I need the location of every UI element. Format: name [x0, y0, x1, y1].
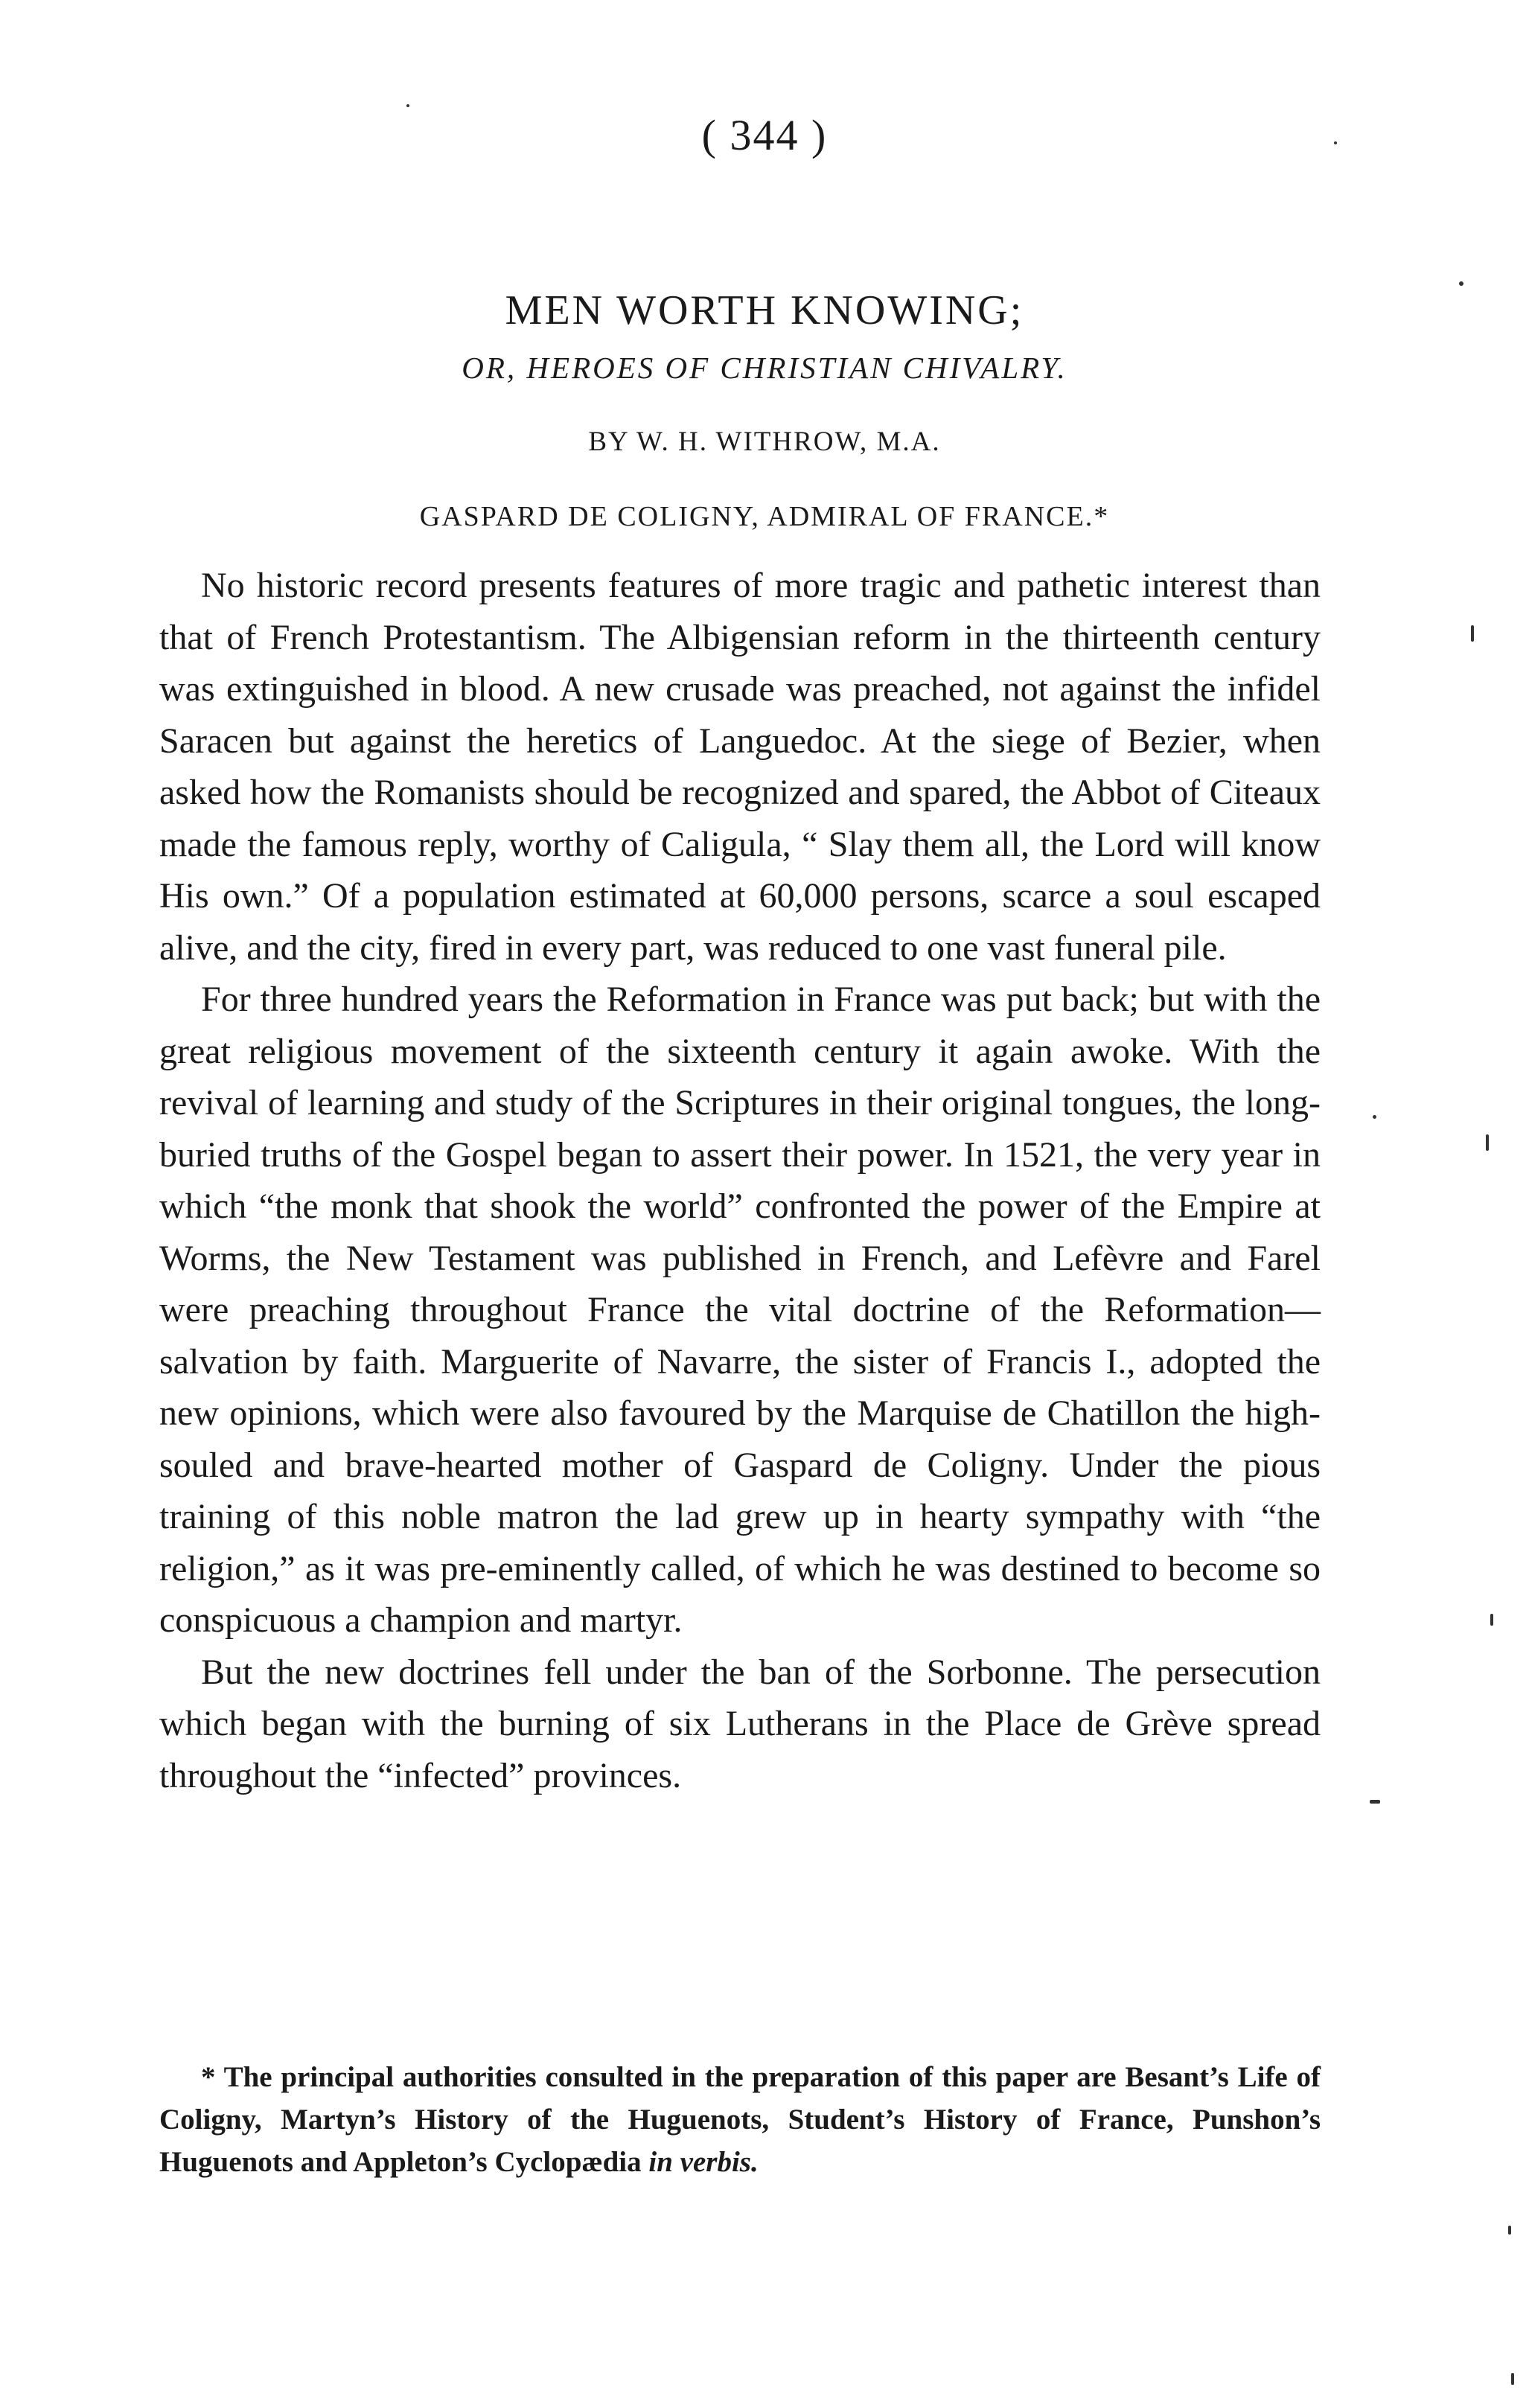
scan-speck [1486, 1134, 1489, 1151]
paragraph-1: No historic record presents features of more tragic and pathetic interest than that of French Protestantism. The Albigensian reform in the thirteenth century was extinguished in blood. A new crusade was preached, not against the infidel Saracen but against the heretics of Languedoc. At the siege of Bezier, when asked how the Romanists should be recognized and spared, the Abbot of Citeaux made the famous reply, worthy of Caligula, “ Slay them all, the Lord will know His own.” Of a population estimated at 60,000 persons, scarce a soul escaped alive, and the city, fired in every part, was reduced to one vast funeral pile. [159, 566, 1321, 968]
scan-speck [1511, 2373, 1514, 2385]
footnote [159, 2056, 1321, 2183]
paragraph-2: For three hundred years the Reformation in France was put back; but with the great religious movement of the sixteenth century it again awoke. With the revival of learning and study of the Scriptures in their original tongues, the long-buried truths of the Gospel began to assert their power. In 1521, the very year in which “the monk that shook the world” confronted the power of the Empire at Worms, the New Testament was published in French, and Lefèvre and Farel were preaching throughout France the vital doctrine of the Reformation—salvation by faith. Marguerite of Navarre, the sister of Francis I., adopted the new opinions, which were also favoured by the Marquise de Chatillon the high-souled and brave-hearted mother of Gaspard de Coligny. Under the pious training of this noble matron the lad grew up in hearty sympathy with “the religion,” as it was pre-eminently called, of which he was destined to become so conspicuous a champion and martyr. [159, 980, 1321, 1640]
paragraph-3: But the new doctrines fell under the ban of the Sorbonne. The persecution which began with the burning of six Lutherans in the Place de Grève spread throughout the “infected” provinces. [159, 1652, 1321, 1795]
article-title: MEN WORTH KNOWING; [505, 287, 1024, 333]
scan-speck [1471, 625, 1474, 642]
scan-speck [1459, 281, 1463, 286]
scan-speck [1508, 2226, 1511, 2235]
scan-speck [1490, 1614, 1493, 1626]
page-number: ( 344 ) [701, 111, 828, 159]
scan-speck [1370, 1800, 1380, 1804]
footnote-text: * The principal authorities consulted in the preparation of this paper are Besant’s Life of Coligny, Martyn’s History of the Huguenots, Student’s History of France, Punshon’s Huguenots and Appleton’s Cyclopædia [159, 2061, 1321, 2178]
footnote-paragraph [159, 2056, 1321, 2183]
scan-speck [1334, 141, 1337, 144]
scan-speck [406, 104, 409, 107]
body-text [159, 560, 1321, 1801]
scan-speck [1373, 1115, 1376, 1119]
section-heading: GASPARD DE COLIGNY, ADMIRAL OF FRANCE.* [419, 501, 1110, 532]
article-subtitle: OR, HEROES OF CHRISTIAN CHIVALRY. [462, 351, 1067, 385]
article-byline: BY W. H. WITHROW, M.A. [588, 427, 941, 457]
footnote-italic: in verbis. [648, 2146, 759, 2178]
